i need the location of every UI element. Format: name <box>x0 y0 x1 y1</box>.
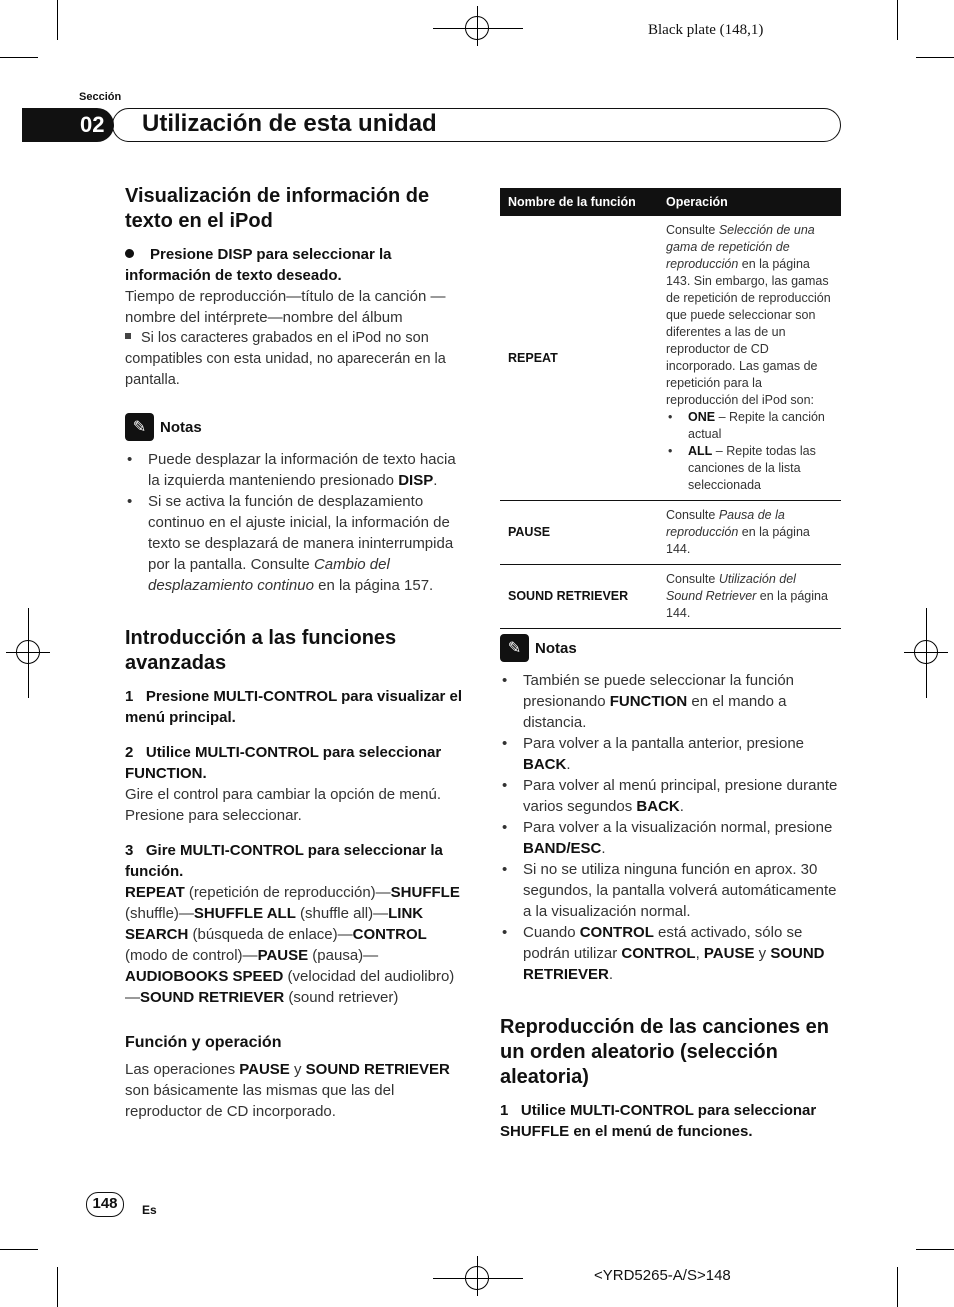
note-item: • Cuando CONTROL está activado, sólo se podrán utilizar CONTROL, PAUSE y SOUND RETRIEVER. <box>500 922 842 985</box>
function-operation: Consulte Pausa de la reproducción en la página 144. <box>658 501 841 565</box>
crop-mark <box>897 1267 898 1307</box>
crop-mark <box>433 28 523 29</box>
crop-mark <box>57 1267 58 1307</box>
crop-mark <box>916 57 954 58</box>
note-item: • Si se activa la función de desplazamiento continuo en el ajuste inicial, la información de texto se desplazará de manera ininterrumpida por la pantalla. Consulte Cambio del desplazamiento continuo en la página 157. <box>125 491 467 596</box>
table-row <box>500 216 841 501</box>
note-item: • Para volver a la visualización normal, presione BAND/ESC. <box>500 817 842 859</box>
pencil-note-icon: ✎ <box>500 634 529 662</box>
crop-mark <box>926 608 927 698</box>
section-label: Sección <box>79 91 122 103</box>
crop-mark <box>0 57 38 58</box>
small-note: Si los caracteres grabados en el iPod no son compatibles con esta unidad, no aparecerán en la pantalla. <box>125 330 446 388</box>
section-number: 02 <box>80 112 105 137</box>
note-item: • Para volver al menú principal, presione durante varios segundos BACK. <box>500 775 842 817</box>
heading-random-play: Reproducción de las canciones en un orden aleatorio (selección aleatoria) <box>500 1016 829 1088</box>
heading-function-operation: Función y operación <box>125 1034 282 1051</box>
table-header-operation: Operación <box>658 188 841 216</box>
crop-mark <box>57 0 58 40</box>
crop-mark <box>28 608 29 698</box>
function-operation: Consulte Selección de una gama de repetición de reproducción en la página 143. Sin embargo, las gamas de repetición de reproducción que puede seleccionar son diferentes a las de un reproductor de CD incorporado. Las gamas de repetición para la reproducción del iPod son: • ONE – Repite la canción actual • ALL – Repite todas las canciones de la lista seleccionada <box>658 216 841 501</box>
notes-header <box>500 634 842 662</box>
notes-title: Notas <box>535 639 577 657</box>
pencil-note-icon: ✎ <box>125 413 154 441</box>
operation-text: Las operaciones PAUSE y SOUND RETRIEVER son básicamente las mismas que las del reproductor de CD incorporado. <box>125 1061 450 1120</box>
notes-list <box>500 670 842 985</box>
notes-header <box>125 413 467 441</box>
step-1: 1 Utilice MULTI-CONTROL para seleccionar SHUFFLE en el menú de funciones. <box>500 1102 817 1140</box>
step-disp-text: Tiempo de reproducción—título de la canción —nombre del intérprete—nombre del álbum <box>125 288 446 326</box>
table-header-name: Nombre de la función <box>500 188 658 216</box>
function-list: REPEAT (repetición de reproducción)—SHUFFLE (shuffle)—SHUFFLE ALL (shuffle all)—LINK SEARCH (búsqueda de enlace)—CONTROL (modo de control)—PAUSE (pausa)—AUDIOBOOKS SPEED (velocidad del audiolibro)—SOUND RETRIEVER (sound retriever) <box>125 884 460 1006</box>
function-name: REPEAT <box>500 216 658 501</box>
section-number-badge <box>22 108 114 142</box>
sub-list-item: • ALL – Repite todas las canciones de la lista seleccionada <box>666 443 833 494</box>
notes-title: Notas <box>160 418 202 436</box>
note-item: • Si no se utiliza ninguna función en aprox. 30 segundos, la pantalla volverá automáticamente a la visualización normal. <box>500 859 842 922</box>
step-2-text: Gire el control para cambiar la opción de menú. Presione para seleccionar. <box>125 786 441 824</box>
step-3: 3 Gire MULTI-CONTROL para seleccionar la función. <box>125 842 443 880</box>
crop-mark <box>916 1249 954 1250</box>
note-item: • Puede desplazar la información de texto hacia la izquierda manteniendo presionado DISP. <box>125 449 467 491</box>
bullet-icon <box>125 249 134 258</box>
function-name: SOUND RETRIEVER <box>500 565 658 629</box>
function-operation: Consulte Utilización del Sound Retriever en la página 144. <box>658 565 841 629</box>
document-code: <YRD5265-A/S>148 <box>594 1267 731 1284</box>
crop-mark <box>433 1278 523 1279</box>
crop-mark <box>0 1249 38 1250</box>
function-name: PAUSE <box>500 501 658 565</box>
table-row <box>500 565 841 629</box>
plate-label: Black plate (148,1) <box>648 22 764 38</box>
function-table <box>500 188 841 629</box>
step-1: 1 Presione MULTI-CONTROL para visualizar el menú principal. <box>125 688 463 726</box>
note-item: • También se puede seleccionar la función presionando FUNCTION en el mando a distancia. <box>500 670 842 733</box>
crop-mark <box>897 0 898 40</box>
page-number: 148 <box>86 1192 124 1217</box>
table-row <box>500 501 841 565</box>
crop-mark <box>477 1256 478 1296</box>
section-title: Utilización de esta unidad <box>142 110 437 137</box>
step-2: 2 Utilice MULTI-CONTROL para seleccionar FUNCTION. <box>125 744 442 782</box>
heading-ipod-text: Visualización de información de texto en el iPod <box>125 185 430 232</box>
notes-list <box>125 449 467 596</box>
crop-mark <box>477 6 478 46</box>
heading-advanced-functions: Introducción a las funciones avanzadas <box>125 627 397 674</box>
left-column <box>125 184 467 1122</box>
language-code: Es <box>142 1203 157 1217</box>
note-item: • Para volver a la pantalla anterior, presione BACK. <box>500 733 842 775</box>
right-column <box>500 634 842 1142</box>
step-disp: Presione DISP para seleccionar la información de texto deseado. <box>125 246 392 284</box>
sub-list-item: • ONE – Repite la canción actual <box>666 409 833 443</box>
square-bullet-icon <box>125 333 131 339</box>
